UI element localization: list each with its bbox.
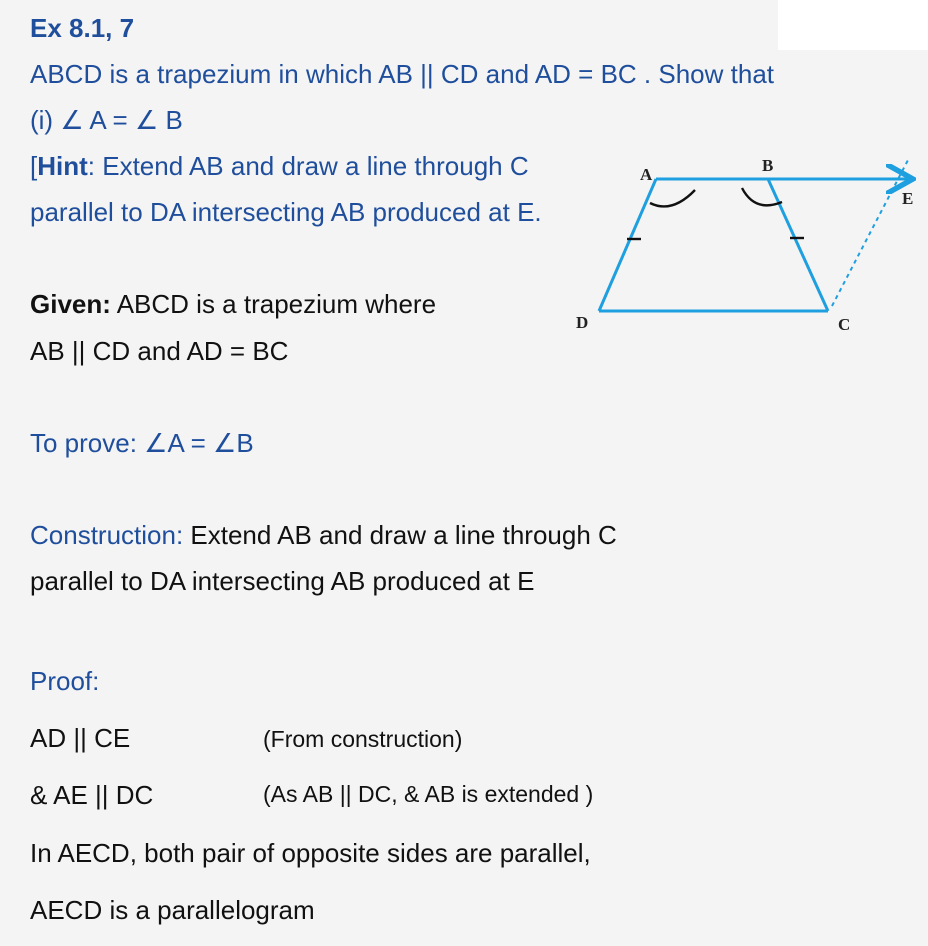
to-prove: To prove: ∠A = ∠B	[30, 428, 254, 458]
proof-statement-1: AD || CE	[30, 723, 131, 753]
construction-label: Construction:	[30, 520, 184, 550]
construction-line-2: parallel to DA intersecting AB produced at E	[30, 566, 535, 596]
angle-a-arc	[650, 190, 695, 206]
proof-reason-2: (As AB || DC, & AB is extended )	[263, 781, 594, 807]
hint-text: : Extend AB and draw a line through C	[87, 151, 529, 181]
hint-line-2: parallel to DA intersecting AB produced at E.	[30, 197, 542, 227]
given-label: Given:	[30, 289, 111, 319]
side-bc	[768, 179, 828, 311]
proof-line-3: In AECD, both pair of opposite sides are parallel,	[30, 838, 591, 868]
proof-reason-1: (From construction)	[263, 726, 463, 752]
construction-text: Extend AB and draw a line through C	[183, 520, 617, 550]
trapezium-figure	[560, 140, 928, 350]
vertex-label-e: E	[902, 189, 914, 208]
vertex-label-a: A	[640, 165, 653, 184]
given-line-1	[30, 288, 436, 320]
given-text: ABCD is a trapezium where	[110, 289, 437, 319]
vertex-label-c: C	[838, 315, 851, 334]
construction-line-1	[30, 519, 617, 551]
proof-line-4: AECD is a parallelogram	[30, 895, 315, 925]
exercise-heading: Ex 8.1, 7	[30, 13, 135, 43]
given-line-2: AB || CD and AD = BC	[30, 336, 289, 366]
corner-highlight	[778, 0, 928, 50]
proof-statement-2: & AE || DC	[30, 780, 154, 810]
vertex-label-d: D	[576, 313, 589, 332]
line-ce-dashed	[832, 160, 908, 306]
hint-bracket: [	[30, 151, 38, 181]
side-ad	[599, 179, 656, 311]
vertex-label-b: B	[762, 156, 774, 175]
hint-label: Hint	[37, 151, 88, 181]
question-part-i: (i) ∠ A = ∠ B	[30, 105, 183, 135]
proof-label: Proof:	[30, 666, 100, 696]
hint-line-1	[30, 150, 529, 182]
question-text: ABCD is a trapezium in which AB || CD and AD = BC . Show that	[30, 59, 774, 89]
